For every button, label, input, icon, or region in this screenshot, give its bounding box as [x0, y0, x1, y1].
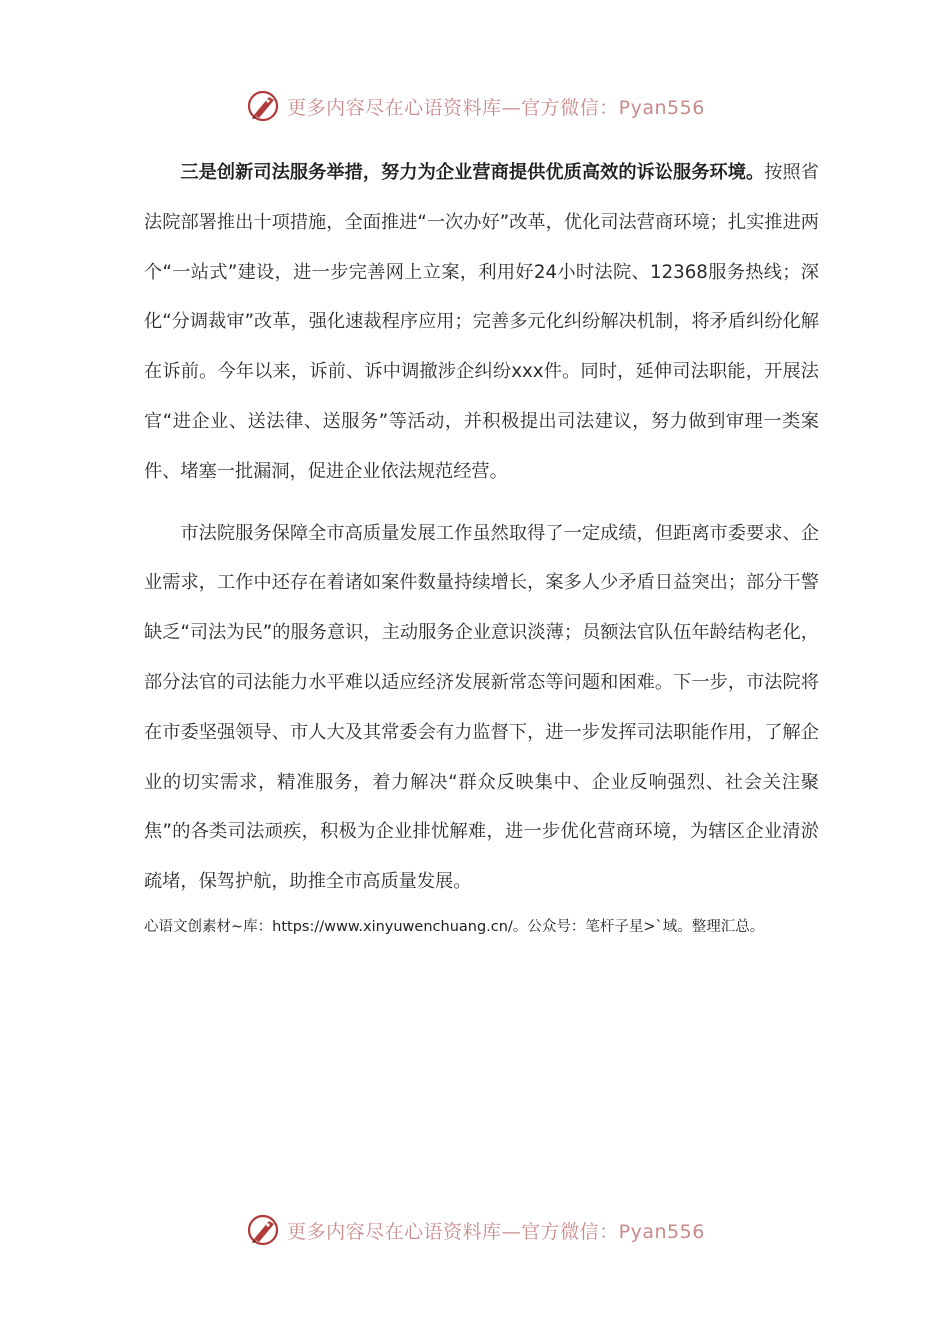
header-banner [0, 84, 950, 128]
paragraph-problems-next-steps: 市法院服务保障全市高质量发展工作虽然取得了一定成绩，但距离市委要求、企业需求，工作中还存在着诸如案件数量持续增长，案多人少矛盾日益突出；部分干警缺乏“司法为民”的服务意识，主动服务企业意识淡薄；员额法官队伍年龄结构老化，部分法官的司法能力水平难以适应经济发展新常态等问题和困难。下一步，市法院将在市委坚强领导、市人大及其常委会有力监督下，进一步发挥司法职能作用，了解企业的切实需求，精准服务，着力解决“群众反映集中、企业反响强烈、社会关注聚焦”的各类司法顽疾，积极为企业排忧解难，进一步优化营商环境，为辖区企业清淤疏堵，保驾护航，助推全市高质量发展。 [144, 522, 819, 893]
paragraph-service-measures [144, 148, 819, 497]
banner-label: 更多内容尽在心语资料库—官方微信： [287, 1220, 619, 1243]
banner-text [287, 1217, 705, 1244]
document-body [144, 148, 819, 939]
source-note-suffix: 。公众号：笔杆子星>`域。整理汇总。 [512, 918, 765, 935]
paragraph-body-text: 按照省法院部署推出十项措施，全面推进“一次办好”改革，优化司法营商环境；扎实推进两个“一站式”建设，进一步完善网上立案，利用好24小时法院、12368服务热线；深化“分调裁审”改革，强化速裁程序应用；完善多元化纠纷解决机制，将矛盾纠纷化解在诉前。今年以来，诉前、诉中调撤涉企纠纷xxx件。同时，延伸司法职能，开展法官“进企业、送法律、送服务”等活动，并积极提出司法建议，努力做到审理一类案件、堵塞一批漏洞，促进企业依法规范经营。 [144, 162, 819, 482]
banner-label: 更多内容尽在心语资料库—官方微信： [287, 96, 619, 119]
source-note-url: https://www.xinyuwenchuang.cn/ [272, 918, 513, 935]
banner-text [287, 93, 705, 120]
banner-wechat-id: Pyan556 [618, 1220, 705, 1243]
footer-banner-content [245, 1212, 705, 1248]
pen-nib-logo-icon [245, 1212, 281, 1248]
pen-nib-logo-icon [245, 88, 281, 124]
banner-wechat-id: Pyan556 [618, 96, 705, 119]
source-note [144, 915, 819, 939]
footer-banner [0, 1208, 950, 1252]
paragraph-heading-bold: 三是创新司法服务举措，努力为企业营商提供优质高效的诉讼服务环境。 [180, 162, 765, 183]
header-banner-content [245, 88, 705, 124]
source-note-prefix: 心语文创素材~库： [144, 918, 273, 935]
